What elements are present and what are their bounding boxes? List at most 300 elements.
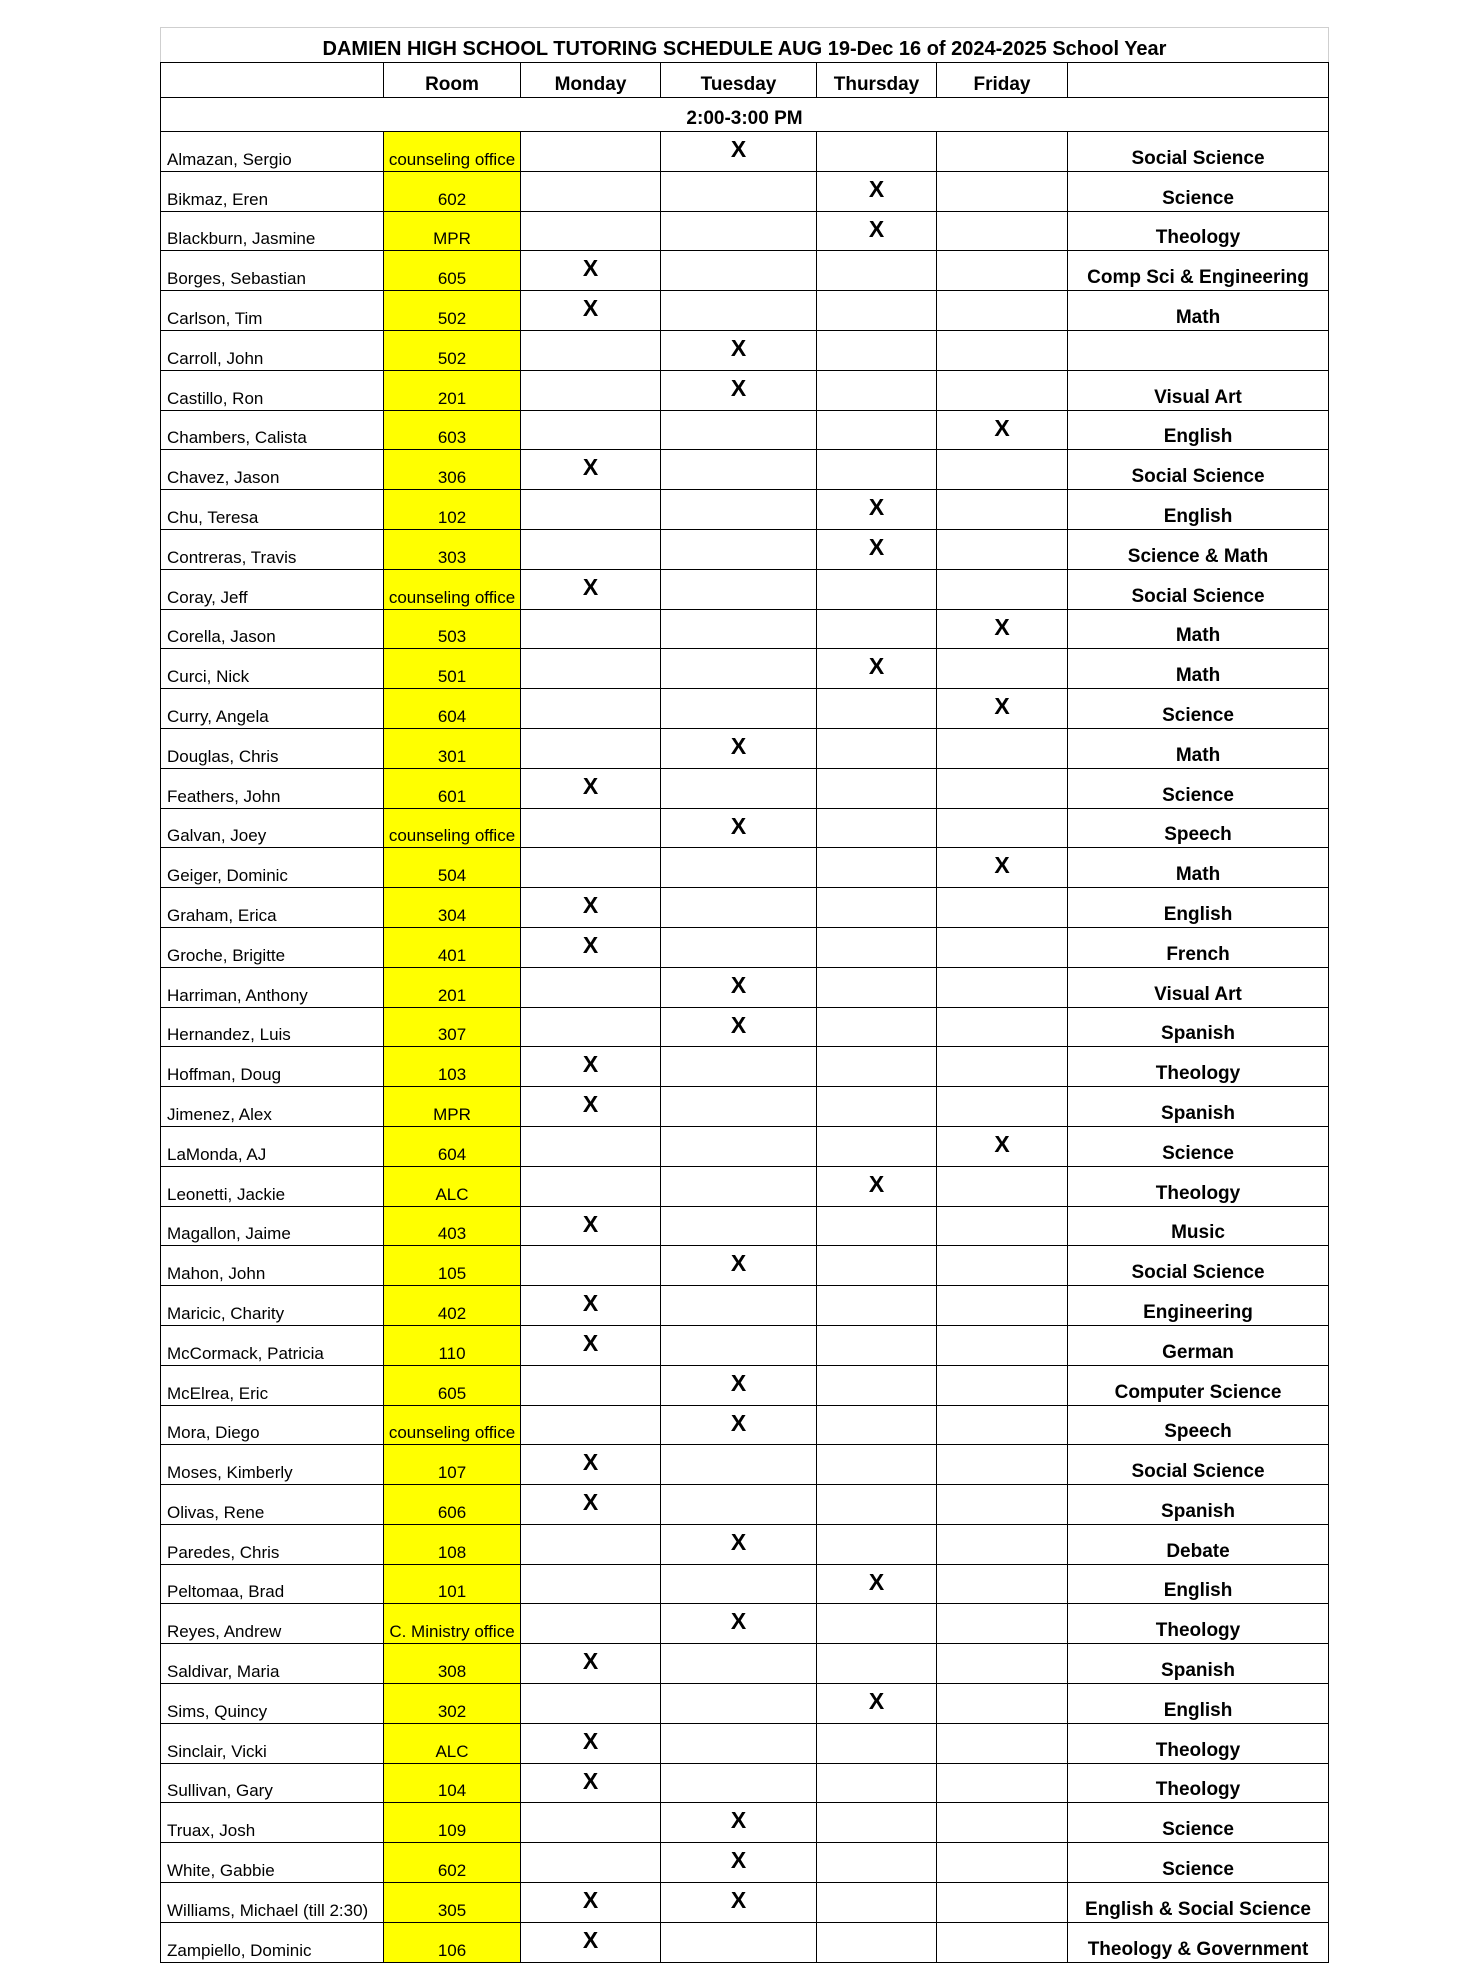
friday-cell [937, 291, 1068, 331]
monday-cell [521, 132, 661, 172]
tutor-name: McElrea, Eric [161, 1365, 384, 1405]
tutor-name: Peltomaa, Brad [161, 1564, 384, 1604]
friday-cell [937, 808, 1068, 848]
room-cell: 305 [384, 1883, 521, 1923]
monday-cell [521, 1524, 661, 1564]
subject-cell: Social Science [1068, 1445, 1329, 1485]
thursday-cell [817, 1246, 937, 1286]
tutor-name: Magallon, Jaime [161, 1206, 384, 1246]
tutor-name: Hernandez, Luis [161, 1007, 384, 1047]
thursday-cell [817, 569, 937, 609]
friday-cell [937, 450, 1068, 490]
table-row [161, 1087, 1329, 1127]
friday-cell [937, 171, 1068, 211]
tuesday-cell [661, 609, 817, 649]
table-row [161, 1684, 1329, 1724]
table-row [161, 1723, 1329, 1763]
subject-cell: Science [1068, 689, 1329, 729]
tuesday-cell [661, 1166, 817, 1206]
tutor-name: Hoffman, Doug [161, 1047, 384, 1087]
thursday-cell [817, 1843, 937, 1883]
room-cell: 502 [384, 291, 521, 331]
thursday-cell [817, 1445, 937, 1485]
friday-cell [937, 1644, 1068, 1684]
tutor-name: Graham, Erica [161, 888, 384, 928]
header-row [161, 63, 1329, 98]
monday-cell [521, 1564, 661, 1604]
thursday-cell [817, 1485, 937, 1525]
thursday-cell [817, 808, 937, 848]
table-row [161, 609, 1329, 649]
table-row [161, 529, 1329, 569]
monday-mark: X [521, 1883, 661, 1923]
tuesday-mark: X [661, 132, 817, 172]
subject-cell: German [1068, 1325, 1329, 1365]
friday-cell [937, 1843, 1068, 1883]
subject-cell: Math [1068, 649, 1329, 689]
friday-mark: X [937, 689, 1068, 729]
table-row [161, 132, 1329, 172]
tuesday-mark: X [661, 1843, 817, 1883]
tuesday-cell [661, 1325, 817, 1365]
tutor-name: Leonetti, Jackie [161, 1166, 384, 1206]
tuesday-cell [661, 1126, 817, 1166]
monday-mark: X [521, 1723, 661, 1763]
monday-cell [521, 689, 661, 729]
tuesday-mark: X [661, 1365, 817, 1405]
tuesday-cell [661, 410, 817, 450]
title-row [161, 28, 1329, 63]
tutor-name: Olivas, Rene [161, 1485, 384, 1525]
tuesday-cell [661, 251, 817, 291]
monday-cell [521, 1126, 661, 1166]
monday-mark: X [521, 450, 661, 490]
monday-mark: X [521, 1286, 661, 1326]
tuesday-cell [661, 1445, 817, 1485]
monday-cell [521, 967, 661, 1007]
friday-cell [937, 370, 1068, 410]
monday-mark: X [521, 1763, 661, 1803]
header-friday: Friday [937, 63, 1068, 98]
subject-cell: Theology [1068, 1047, 1329, 1087]
subject-cell: Science & Math [1068, 529, 1329, 569]
subject-cell: Visual Art [1068, 370, 1329, 410]
friday-mark: X [937, 848, 1068, 888]
friday-cell [937, 1723, 1068, 1763]
friday-cell [937, 1325, 1068, 1365]
thursday-mark: X [817, 171, 937, 211]
table-row [161, 1564, 1329, 1604]
thursday-cell [817, 330, 937, 370]
monday-mark: X [521, 1087, 661, 1127]
table-row [161, 211, 1329, 251]
table-row [161, 1883, 1329, 1923]
room-cell: MPR [384, 211, 521, 251]
monday-mark: X [521, 1644, 661, 1684]
monday-mark: X [521, 569, 661, 609]
monday-mark: X [521, 927, 661, 967]
tuesday-cell [661, 1644, 817, 1684]
thursday-cell [817, 927, 937, 967]
friday-cell [937, 967, 1068, 1007]
friday-cell [937, 1524, 1068, 1564]
monday-cell [521, 728, 661, 768]
monday-mark: X [521, 1922, 661, 1962]
table-row [161, 1405, 1329, 1445]
monday-cell [521, 1604, 661, 1644]
friday-cell [937, 1206, 1068, 1246]
room-cell: ALC [384, 1723, 521, 1763]
thursday-mark: X [817, 1684, 937, 1724]
subject-cell: Math [1068, 848, 1329, 888]
room-cell: 109 [384, 1803, 521, 1843]
table-row [161, 1843, 1329, 1883]
tutor-name: Sinclair, Vicki [161, 1723, 384, 1763]
tutor-name: Blackburn, Jasmine [161, 211, 384, 251]
subject-cell: Engineering [1068, 1286, 1329, 1326]
subject-cell: Math [1068, 291, 1329, 331]
table-row [161, 1763, 1329, 1803]
monday-mark: X [521, 1445, 661, 1485]
friday-cell [937, 1763, 1068, 1803]
table-row [161, 728, 1329, 768]
tutor-name: Reyes, Andrew [161, 1604, 384, 1644]
table-row [161, 1246, 1329, 1286]
friday-cell [937, 927, 1068, 967]
monday-cell [521, 649, 661, 689]
tutor-name: Truax, Josh [161, 1803, 384, 1843]
monday-cell [521, 808, 661, 848]
thursday-cell [817, 1644, 937, 1684]
tuesday-mark: X [661, 1883, 817, 1923]
room-cell: 301 [384, 728, 521, 768]
schedule-sheet [160, 27, 1328, 1963]
thursday-cell [817, 410, 937, 450]
subject-cell: Speech [1068, 808, 1329, 848]
tuesday-cell [661, 888, 817, 928]
subject-cell: Theology [1068, 1763, 1329, 1803]
tuesday-mark: X [661, 1246, 817, 1286]
table-row [161, 1286, 1329, 1326]
monday-mark: X [521, 1206, 661, 1246]
room-cell: 302 [384, 1684, 521, 1724]
tuesday-mark: X [661, 1524, 817, 1564]
room-cell: 110 [384, 1325, 521, 1365]
room-cell: 104 [384, 1763, 521, 1803]
friday-cell [937, 728, 1068, 768]
room-cell: counseling office [384, 132, 521, 172]
tutor-name: Coray, Jeff [161, 569, 384, 609]
subject-cell: Debate [1068, 1524, 1329, 1564]
room-cell: 606 [384, 1485, 521, 1525]
friday-cell [937, 211, 1068, 251]
friday-cell [937, 1047, 1068, 1087]
friday-cell [937, 1246, 1068, 1286]
table-row [161, 1007, 1329, 1047]
room-cell: 501 [384, 649, 521, 689]
tuesday-cell [661, 1206, 817, 1246]
monday-cell [521, 1684, 661, 1724]
thursday-cell [817, 1524, 937, 1564]
room-cell: 605 [384, 251, 521, 291]
subject-cell: Science [1068, 768, 1329, 808]
friday-cell [937, 1604, 1068, 1644]
table-row [161, 370, 1329, 410]
thursday-cell [817, 291, 937, 331]
room-cell: 401 [384, 927, 521, 967]
table-row [161, 1365, 1329, 1405]
monday-cell [521, 609, 661, 649]
table-row [161, 1445, 1329, 1485]
subject-cell: Visual Art [1068, 967, 1329, 1007]
tuesday-cell [661, 1564, 817, 1604]
monday-cell [521, 529, 661, 569]
subject-cell: Computer Science [1068, 1365, 1329, 1405]
friday-cell [937, 1365, 1068, 1405]
tutor-name: Douglas, Chris [161, 728, 384, 768]
subject-cell: English & Social Science [1068, 1883, 1329, 1923]
room-cell: 303 [384, 529, 521, 569]
room-cell: 603 [384, 410, 521, 450]
thursday-cell [817, 1883, 937, 1923]
room-cell: 601 [384, 768, 521, 808]
monday-mark: X [521, 1047, 661, 1087]
room-cell: 403 [384, 1206, 521, 1246]
tuesday-mark: X [661, 967, 817, 1007]
room-cell: 308 [384, 1644, 521, 1684]
header-thursday: Thursday [817, 63, 937, 98]
subject-cell: Science [1068, 171, 1329, 211]
tuesday-cell [661, 490, 817, 530]
header-room: Room [384, 63, 521, 98]
schedule-title: DAMIEN HIGH SCHOOL TUTORING SCHEDULE AUG 19-Dec 16 of 2024-2025 School Year [161, 28, 1329, 63]
header-monday: Monday [521, 63, 661, 98]
thursday-cell [817, 1325, 937, 1365]
table-row [161, 1644, 1329, 1684]
monday-mark: X [521, 888, 661, 928]
subject-cell: Theology [1068, 1166, 1329, 1206]
tutor-name: Galvan, Joey [161, 808, 384, 848]
time-slot-row [161, 98, 1329, 132]
thursday-cell [817, 1763, 937, 1803]
table-row [161, 888, 1329, 928]
friday-cell [937, 649, 1068, 689]
table-row [161, 808, 1329, 848]
subject-cell: Music [1068, 1206, 1329, 1246]
room-cell: 604 [384, 1126, 521, 1166]
tutor-name: Paredes, Chris [161, 1524, 384, 1564]
subject-cell: Science [1068, 1803, 1329, 1843]
monday-cell [521, 1246, 661, 1286]
tutor-name: Sullivan, Gary [161, 1763, 384, 1803]
thursday-cell [817, 1922, 937, 1962]
tutor-name: Mahon, John [161, 1246, 384, 1286]
monday-cell [521, 1365, 661, 1405]
table-row [161, 768, 1329, 808]
subject-cell: Spanish [1068, 1485, 1329, 1525]
thursday-cell [817, 1007, 937, 1047]
subject-cell [1068, 330, 1329, 370]
tuesday-cell [661, 1087, 817, 1127]
tutor-name: Feathers, John [161, 768, 384, 808]
tutor-name: White, Gabbie [161, 1843, 384, 1883]
tuesday-mark: X [661, 1007, 817, 1047]
table-row [161, 410, 1329, 450]
room-cell: 103 [384, 1047, 521, 1087]
thursday-mark: X [817, 1564, 937, 1604]
monday-cell [521, 848, 661, 888]
tuesday-mark: X [661, 808, 817, 848]
room-cell: 307 [384, 1007, 521, 1047]
tuesday-mark: X [661, 330, 817, 370]
tutor-name: Saldivar, Maria [161, 1644, 384, 1684]
room-cell: 105 [384, 1246, 521, 1286]
friday-cell [937, 1166, 1068, 1206]
tuesday-cell [661, 768, 817, 808]
thursday-cell [817, 1126, 937, 1166]
tuesday-cell [661, 1684, 817, 1724]
tuesday-cell [661, 1286, 817, 1326]
tutor-name: Carroll, John [161, 330, 384, 370]
tutoring-schedule-table [160, 27, 1329, 1963]
subject-cell: Math [1068, 728, 1329, 768]
monday-mark: X [521, 251, 661, 291]
thursday-cell [817, 450, 937, 490]
room-cell: 306 [384, 450, 521, 490]
thursday-cell [817, 768, 937, 808]
tutor-name: Jimenez, Alex [161, 1087, 384, 1127]
friday-cell [937, 768, 1068, 808]
tuesday-cell [661, 1047, 817, 1087]
room-cell: 605 [384, 1365, 521, 1405]
monday-cell [521, 211, 661, 251]
monday-mark: X [521, 768, 661, 808]
thursday-cell [817, 1047, 937, 1087]
thursday-cell [817, 1723, 937, 1763]
tutor-name: Chavez, Jason [161, 450, 384, 490]
tuesday-mark: X [661, 1803, 817, 1843]
friday-cell [937, 1445, 1068, 1485]
monday-cell [521, 1166, 661, 1206]
room-cell: MPR [384, 1087, 521, 1127]
room-cell: 201 [384, 370, 521, 410]
friday-cell [937, 251, 1068, 291]
friday-cell [937, 1007, 1068, 1047]
tutor-name: Curry, Angela [161, 689, 384, 729]
tuesday-mark: X [661, 728, 817, 768]
thursday-cell [817, 132, 937, 172]
subject-cell: Theology [1068, 1723, 1329, 1763]
thursday-mark: X [817, 529, 937, 569]
tutor-name: Moses, Kimberly [161, 1445, 384, 1485]
tuesday-mark: X [661, 370, 817, 410]
table-row [161, 569, 1329, 609]
tuesday-cell [661, 171, 817, 211]
thursday-cell [817, 1405, 937, 1445]
room-cell: 304 [384, 888, 521, 928]
subject-cell: Social Science [1068, 450, 1329, 490]
tuesday-cell [661, 450, 817, 490]
friday-cell [937, 1485, 1068, 1525]
thursday-cell [817, 888, 937, 928]
tutor-name: LaMonda, AJ [161, 1126, 384, 1166]
table-row [161, 689, 1329, 729]
thursday-cell [817, 609, 937, 649]
tuesday-cell [661, 848, 817, 888]
table-row [161, 330, 1329, 370]
monday-cell [521, 1803, 661, 1843]
subject-cell: Theology [1068, 1604, 1329, 1644]
tutor-name: Chu, Teresa [161, 490, 384, 530]
tutor-name: Carlson, Tim [161, 291, 384, 331]
room-cell: 201 [384, 967, 521, 1007]
table-row [161, 1524, 1329, 1564]
subject-cell: Spanish [1068, 1644, 1329, 1684]
table-row [161, 967, 1329, 1007]
table-row [161, 291, 1329, 331]
room-cell: 602 [384, 171, 521, 211]
tutor-name: Harriman, Anthony [161, 967, 384, 1007]
table-row [161, 1485, 1329, 1525]
tuesday-cell [661, 529, 817, 569]
table-row [161, 1604, 1329, 1644]
tutor-name: Curci, Nick [161, 649, 384, 689]
table-row [161, 1047, 1329, 1087]
thursday-cell [817, 1087, 937, 1127]
thursday-cell [817, 1365, 937, 1405]
friday-cell [937, 1087, 1068, 1127]
friday-cell [937, 888, 1068, 928]
subject-cell: Comp Sci & Engineering [1068, 251, 1329, 291]
table-row [161, 1166, 1329, 1206]
header-tuesday: Tuesday [661, 63, 817, 98]
friday-mark: X [937, 609, 1068, 649]
friday-cell [937, 1684, 1068, 1724]
subject-cell: Social Science [1068, 132, 1329, 172]
friday-cell [937, 1286, 1068, 1326]
table-row [161, 1325, 1329, 1365]
tutor-name: Geiger, Dominic [161, 848, 384, 888]
thursday-cell [817, 370, 937, 410]
room-cell: counseling office [384, 569, 521, 609]
tuesday-cell [661, 211, 817, 251]
subject-cell: Science [1068, 1843, 1329, 1883]
thursday-cell [817, 728, 937, 768]
subject-cell: Theology [1068, 211, 1329, 251]
room-cell: counseling office [384, 808, 521, 848]
tuesday-cell [661, 689, 817, 729]
friday-mark: X [937, 410, 1068, 450]
thursday-cell [817, 1604, 937, 1644]
thursday-mark: X [817, 1166, 937, 1206]
table-row [161, 171, 1329, 211]
subject-cell: Theology & Government [1068, 1922, 1329, 1962]
room-cell: 602 [384, 1843, 521, 1883]
header-subject-cell [1068, 63, 1329, 98]
subject-cell: English [1068, 490, 1329, 530]
tutor-name: Corella, Jason [161, 609, 384, 649]
monday-cell [521, 490, 661, 530]
monday-mark: X [521, 1485, 661, 1525]
tutor-name: Contreras, Travis [161, 529, 384, 569]
tuesday-cell [661, 1763, 817, 1803]
monday-mark: X [521, 291, 661, 331]
tutor-name: Castillo, Ron [161, 370, 384, 410]
friday-mark: X [937, 1126, 1068, 1166]
subject-cell: Spanish [1068, 1007, 1329, 1047]
thursday-mark: X [817, 649, 937, 689]
monday-cell [521, 171, 661, 211]
